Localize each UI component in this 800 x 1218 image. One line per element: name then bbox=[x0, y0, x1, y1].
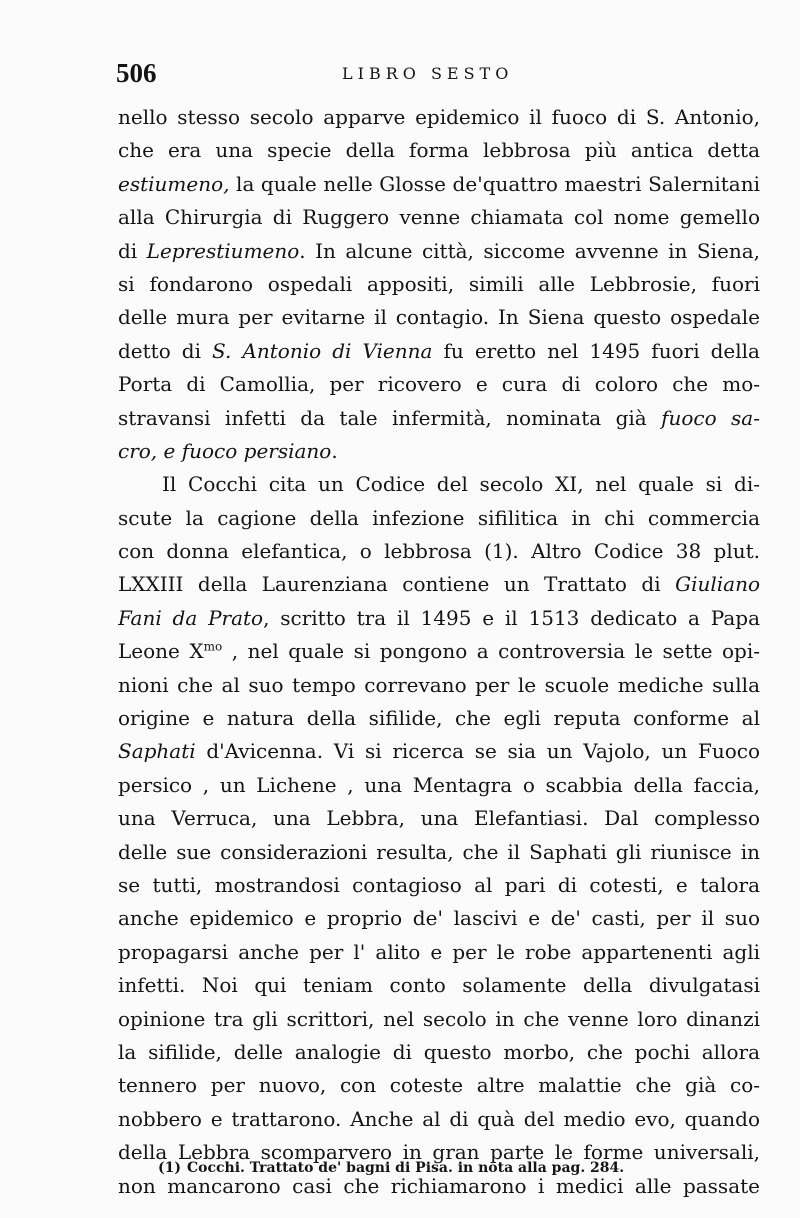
page-number: 506 bbox=[116, 58, 157, 88]
text-line: che era una specie della forma lebbrosa più antica detta bbox=[118, 138, 760, 163]
text-line: origine e natura della sifilide, che egli reputa conforme al bbox=[118, 706, 760, 731]
text-line: una Verruca, una Lebbra, una Elefantiasi. Dal complesso bbox=[118, 806, 760, 831]
text-line: cro, e fuoco persiano. bbox=[118, 438, 338, 463]
italic-term: Leprestiumeno bbox=[146, 238, 300, 263]
text-line: non mancarono casi che richiamarono i medici alle passate bbox=[118, 1173, 760, 1198]
running-head: LIBRO SESTO bbox=[342, 64, 514, 83]
text-line: delle sue considerazioni resulta, che il Saphati gli riunisce in bbox=[118, 839, 760, 864]
text-line: della Lebbra scomparvero in gran parte le forme universali, bbox=[118, 1140, 760, 1165]
text-line: stravansi infetti da tale infermità, nominata già fuoco sa- bbox=[118, 405, 760, 430]
body-text bbox=[118, 101, 760, 1203]
text-line: estiumeno, la quale nelle Glosse de'quattro maestri Salernitani bbox=[118, 171, 760, 196]
footnote-text: Cocchi. Trattato de' bagni di Pisa. in nota alla pag. 284. bbox=[187, 1160, 625, 1176]
italic-term: Saphati bbox=[118, 739, 196, 764]
text-line: opinione tra gli scrittori, nel secolo in che venne loro dinanzi bbox=[118, 1006, 760, 1031]
text-line: Leone $X^{mo}$ , nel quale si pongono a controversia le sette opi- bbox=[118, 639, 760, 664]
text-line: di Leprestiumeno. In alcune città, siccome avvenne in Siena, bbox=[118, 238, 760, 263]
italic-term: estiumeno, bbox=[118, 171, 230, 196]
text-line: si fondarono ospedali appositi, simili alle Lebbrosie, fuori bbox=[118, 271, 760, 296]
superscript: mo bbox=[203, 639, 223, 654]
text-line: delle mura per evitarne il contagio. In Siena questo ospedale bbox=[118, 305, 760, 330]
text-line: con donna elefantica, o lebbrosa (1). Altro Codice 38 plut. bbox=[118, 539, 760, 564]
footnote bbox=[158, 1160, 718, 1176]
italic-term: cro, e fuoco persiano bbox=[118, 438, 332, 463]
text-line: persico , un Lichene , una Mentagra o scabbia della faccia, bbox=[118, 772, 760, 797]
text-line: nobbero e trattarono. Anche al di quà del medio evo, quando bbox=[118, 1106, 760, 1131]
italic-term: Fani da Prato bbox=[118, 605, 264, 630]
footnote-marker: (1) bbox=[158, 1160, 181, 1176]
text-line: Fani da Prato, scritto tra il 1495 e il 1513 dedicato a Papa bbox=[118, 605, 760, 630]
text-line: tennero per nuovo, con coteste altre malattie che già co- bbox=[118, 1073, 760, 1098]
text-line: Porta di Camollia, per ricovero e cura di coloro che mo- bbox=[118, 372, 760, 397]
text-line: se tutti, mostrandosi contagioso al pari di cotesti, e talora bbox=[118, 872, 760, 897]
text-line: anche epidemico e proprio de' lascivi e de' casti, per il suo bbox=[118, 906, 760, 931]
italic-term: fuoco sa- bbox=[661, 405, 760, 430]
text-line: infetti. Noi qui teniam conto solamente della divulgatasi bbox=[118, 973, 760, 998]
page-header bbox=[116, 58, 756, 90]
text-line: la sifilide, delle analogie di questo morbo, che pochi allora bbox=[118, 1039, 760, 1064]
text-line: Saphati d'Avicenna. Vi si ricerca se sia un Vajolo, un Fuoco bbox=[118, 739, 760, 764]
text-line: nello stesso secolo apparve epidemico il fuoco di S. Antonio, bbox=[118, 105, 760, 129]
italic-term: S. Antonio di Vienna bbox=[212, 338, 433, 363]
text-line: scute la cagione della infezione sifilitica in chi commercia bbox=[118, 505, 760, 530]
text-line: LXXIII della Laurenziana contiene un Trattato di Giuliano bbox=[118, 572, 760, 597]
italic-term: Giuliano bbox=[675, 572, 760, 597]
text-line: propagarsi anche per l' alito e per le robe appartenenti agli bbox=[118, 939, 760, 964]
text-line: Il Cocchi cita un Codice del secolo XI, nel quale si di- bbox=[162, 472, 760, 497]
text-line: nioni che al suo tempo correvano per le scuole mediche sulla bbox=[118, 672, 760, 697]
text-line: alla Chirurgia di Ruggero venne chiamata col nome gemello bbox=[118, 205, 760, 230]
text-line: detto di S. Antonio di Vienna fu eretto nel 1495 fuori della bbox=[118, 338, 760, 363]
